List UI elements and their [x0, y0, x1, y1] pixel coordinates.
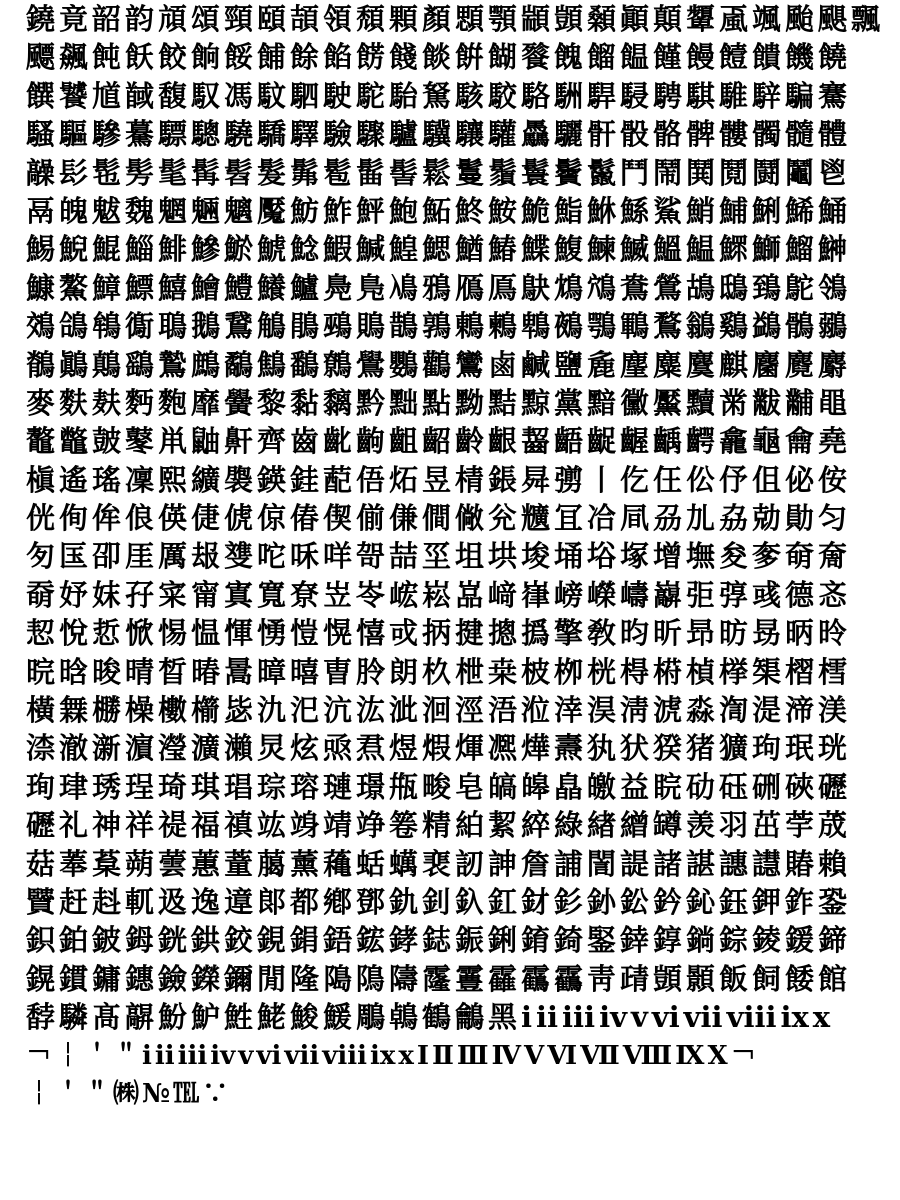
glyph-row-2: 飃飆飩飫餃餉餒餔餘餡餝餞餤餠餬餮餽餾饂饉饅饐饋饑饒: [26, 40, 852, 75]
glyph-row-24: 贒赶﨣軏﨤逸遧郞都鄕鄧釚釗釞釭釮釤釥鈆鈐鈊鈺鉀鈼銎: [26, 884, 852, 919]
glyph-row-11: 麥麩麸麪麭靡黌黎黏黐黔黜點黝黠黥黨黯黴黶黷黹黻黼黽: [26, 385, 852, 420]
glyph-row-4: 騷驅驂驀驃驄驍驕驛驗驟驢驥驤驩驫驪骭骰骼髀髏髑髓體: [26, 117, 852, 152]
glyph-row-25: 鉙鉑鈹鉧銧鉷鉸鋧鋗鋙鋐﨧鋕鋠鋓錥錡鋻﨨錞鋿錝錂鍰鍗: [26, 923, 852, 958]
glyph-row-13: 槇遙瑤凜熙纊褜鍈銈蓜俉炻昱棈鋹曻彅丨仡仼伀伃伹佖侒: [26, 462, 852, 497]
glyph-row-16: 奣妤妺孖寀甯寘寬尞岦岺峵崧嵓﨑嵂嵭嶸嶹巐弡弴彧德忞: [26, 577, 852, 612]
glyph-row-12: 鼇鼈皷鼕鼡鼬鼾齊齒齔齣齟齠齡齦齧齬齪齷齲齶龕龜龠堯: [26, 424, 852, 459]
character-sheet: [26, 0, 886, 1113]
glyph-row-3: 饌饕馗馘馥馭馮馼駟駛駝駘駑駭駮駱駲駻駸騁騏騅騂騙騫: [26, 78, 852, 113]
glyph-row-17: 恝悅悊惞惕愠惲愑愷愰憘戓抦揵摠撝擎敎昀昕昻昉昮昞昤: [26, 616, 852, 651]
glyph-row-19: 橫橆橳橾櫢櫤毖氿汜沆汯泚洄涇浯涖涬淏淸淲淼渹湜渧渼: [26, 693, 852, 728]
glyph-row-22: 礰礼神祥禔福禛竑竧靖竫箞精絈絜綷綠緖繒罇羡羽茁荢荿: [26, 808, 852, 843]
glyph-row-6: 鬲魄魃魏魍魎魑魘魴鮓鮃鮑鮖鮗鮟鮠鮨鮴鯀鯊鮹鯆鯏鯑鯒: [26, 193, 852, 228]
glyph-row-1: 鐃竟韶韵頏頌頸頤頡領頹顆顏顋顎顓顗顙顚顛顰颪颯颱颶飄: [26, 2, 885, 36]
glyph-row-9: 鵁鴿鴾鵆鵈鵝鵞鵤鵑鵐鵙鵲鶉鶇鶫鵯鵺鶚鶤鶩鶲鷄鷁鶻鶸: [26, 309, 852, 344]
glyph-row-7: 鯣鯢鯤鯔鯡鰺鯲鯱鯰鰕鰔鰉鰓鰌鰆鰈鰒鰊鰄鰮鰛鰥鰤鰡鰰: [26, 232, 852, 267]
glyph-row-27: 馞驎髙髜魵魲鮏鮱鮻鰀鵰鵫鶴鸙黑ⅰⅱⅲⅳⅴⅵⅶⅷⅸⅹ: [26, 1000, 835, 1035]
glyph-row-26: 鎤鏆鏞鏸鐱鑅鑈閒隆﨩隝隯霳霻靃靍靏靑靕顗顥飯飼餧館: [26, 961, 852, 996]
glyph-row-29: ￤＇＂㈱№℡∵: [26, 1078, 232, 1109]
glyph-row-5: 髞髟髢髣髦髯髫髮髴髱髷髻鬆鬘鬚鬟鬢鬣鬥鬧鬨鬩鬪鬮鬯: [26, 155, 852, 190]
glyph-row-18: 晥晗晙晴晳暙暠暲暿曺朎朗杦枻桒柀栁桄棏﨓楨﨔榘槢樰: [26, 654, 852, 689]
glyph-row-14: 侊侚侔俍偀倢俿倞偆偰偂傔僴僘兊兤冝冾凬刕劜劦勀勛匀: [26, 501, 852, 536]
glyph-row-10: 鶺鷆鷏鷂鷙鷓鷸鷦鷭鷯鷽鸚鸛鸞鹵鹹鹽麁麈麋麌麒麕麑麝: [26, 347, 852, 382]
glyph-row-15: 匇匤卲厓厲叝﨎咜咊咩哿喆坙坥垬埈埇﨏塚增墲夋奓奛奝: [26, 539, 852, 574]
glyph-row-23: 菇菶葈蒴蕓蕙蕫﨟薰蘒蛞蠇裵訒訷詹誧誾諟諸諶譓譿賰賴: [26, 846, 852, 881]
glyph-row-8: 鱇鰲鱆鰾鱚鱠鱧鱶鱸鳧鳬鳰鴉鴈鳫鴃鴆鴪鴦鶯鴣鴟鵄鴕鴒: [26, 270, 852, 305]
glyph-row-21: 珣珒琇珵琦琪琩琮瑢璉璟甁畯皂皜皞皛皦益睆劯砡硎硤礰: [26, 769, 852, 804]
glyph-row-20: 渿澈澵濵瀅瀇瀨炅炫焏焄煜煆煇凞燁燾犱犾猤猪獷玽珉珖: [26, 731, 852, 766]
glyph-row-28: ￢￤＇＂ⅰⅱⅲⅳⅴⅵⅶⅷⅸⅹⅠⅡⅢⅣⅤⅥⅦⅧⅨⅩ￢: [26, 1040, 760, 1071]
